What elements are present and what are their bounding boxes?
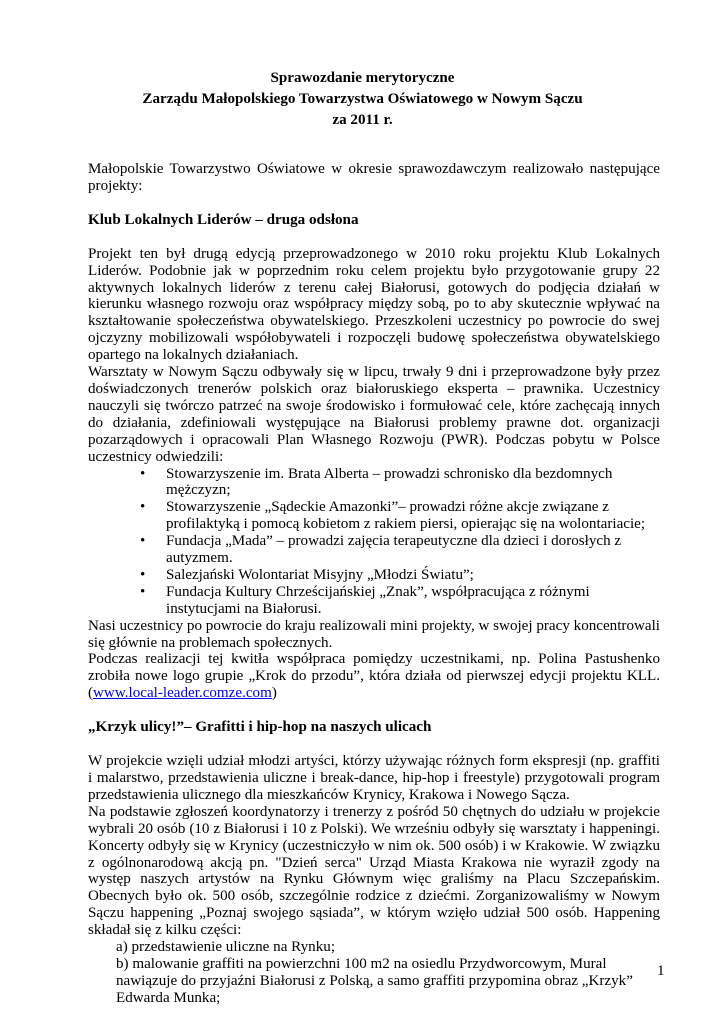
- section1-paragraph-3: Nasi uczestnicy po powrocie do kraju realizowali mini projekty, w swojej pracy koncentrowali się głównie na problemach społecznych.: [88, 617, 660, 651]
- bullet-icon: •: [140, 465, 146, 482]
- report-title-block: [0, 68, 725, 131]
- project-website-link[interactable]: www.local-leader.comze.com: [93, 685, 272, 702]
- section2-paragraph-1: W projekcie wzięli udział młodzi artyści, którzy używając różnych form ekspresji (np. graffiti i malarstwo, przedstawienia uliczne i break-dance, hip-hop i freestyle) przygotowali program przedstawienia ulicznego dla mieszkańców Krynicy, Krakowa i Nowego Sącza.: [88, 753, 660, 803]
- list-item-text: Salezjański Wolontariat Misyjny „Młodzi Światu”;: [166, 566, 474, 583]
- paragraph-end: ): [271, 685, 277, 702]
- bullet-icon: •: [140, 583, 146, 600]
- happening-part-b: b) malowanie graffiti na powierzchni 100 m2 na osiedlu Przydworcowym, Mural nawiązuje do przyjaźni Białorusi z Polską, a samo graffiti przypomina obraz „Krzyk” Edwarda Munka;: [116, 955, 633, 1006]
- page-number: 1: [657, 963, 665, 979]
- section1-paragraph-1: Projekt ten był drugą edycją przeprowadzonego w 2010 roku projektu Klub Lokalnych Liderów. Podobnie jak w poprzednim roku celem projektu było przygotowanie grupy 22 aktywnych lokalnych liderów z terenu całej Białorusi, gotowych do podjęcia działań w kierunku własnego rozwoju oraz współpracy między sobą, po to aby skutecznie wpływać na kształtowanie społeczeństwa obywatelskiego. Przeszkoleni uczestnicy po powrocie do swej ojczyzny mobilizowali współobywateli i rozpoczęli budowę społeczeństwa obywatelskiego opartego na lokalnych działaniach.: [88, 245, 660, 364]
- list-item-text: Stowarzyszenie im. Brata Alberta – prowadzi schronisko dla bezdomnych mężczyzn;: [166, 465, 613, 499]
- report-year: za 2011 r.: [332, 112, 393, 128]
- section1-paragraph-2: Warsztaty w Nowym Sączu odbywały się w lipcu, trwały 9 dni i przeprowadzone były przez doświadczonych trenerów polskich oraz białoruskiego eksperta – prawnika. Uczestnicy nauczyli się twórczo patrzeć na swoje środowisko i formułować cele, które zachęcają innych do działania, zdefiniowali występujące na Białorusi problemy prawne dot. organizacji pozarządowych i opracowali Plan Własnego Rozwoju (PWR). Podczas pobytu w Polsce uczestnicy odwiedzili:: [88, 364, 660, 465]
- list-item: [88, 499, 660, 533]
- list-item: [88, 533, 660, 567]
- intro-paragraph: Małopolskie Towarzystwo Oświatowe w okresie sprawozdawczym realizowało następujące projekty:: [88, 161, 660, 194]
- bullet-icon: •: [140, 499, 146, 516]
- list-item-text: Stowarzyszenie „Sądeckie Amazonki”– prowadzi różne akcje związane z profilaktyką i pomocą kobietom z rakiem piersi, opierając się na wolontariacie;: [166, 499, 646, 533]
- list-item: [88, 466, 660, 500]
- paragraph-text: Podczas realizacji tej kwitła współpraca pomiędzy uczestnikami, np. Polina Pastushenko zrobiła nowe logo grupie „Krok do przodu”, która działa od pierwszej edycji projektu KLL. (: [88, 651, 660, 702]
- section1-paragraph-4: [88, 651, 660, 702]
- list-item-text: Fundacja Kultury Chrześcijańskiej „Znak”, współpracująca z różnymi instytucjami na Białorusi.: [166, 583, 590, 617]
- list-item: [88, 567, 660, 584]
- document-body: [88, 161, 660, 1007]
- report-title: Sprawozdanie merytoryczne: [270, 70, 455, 86]
- list-item: [88, 584, 660, 618]
- section-heading-klub: Klub Lokalnych Liderów – druga odsłona: [88, 211, 359, 228]
- list-item-text: Fundacja „Mada” – prowadzi zajęcia terapeutyczne dla dzieci i dorosłych z autyzmem.: [166, 533, 622, 567]
- bullet-icon: •: [140, 533, 146, 550]
- section-heading-krzyk: „Krzyk ulicy!”– Grafitti i hip-hop na naszych ulicach: [88, 719, 432, 736]
- report-subtitle: Zarządu Małopolskiego Towarzystwa Oświatowego w Nowym Sączu: [142, 91, 583, 107]
- visited-organizations-list: [88, 466, 660, 618]
- bullet-icon: •: [140, 566, 146, 583]
- section2-paragraph-2: Na podstawie zgłoszeń koordynatorzy i trenerzy z pośród 50 chętnych do udziału w projekcie wybrali 20 osób (10 z Białorusi i 10 z Polski). We wrześniu odbyły się warsztaty i happeningi. Koncerty odbyły się w Krynicy (uczestniczyło w nim ok. 500 osób) i w Krakowie. W związku z ogólnonarodową akcją pn. "Dzień serca" Urząd Miasta Krakowa nie wyraził zgody na występ naszych artystów na Rynku Głównym więc graliśmy na Placu Szczepańskim. Obecnych było ok. 500 osób, szczególnie rodzice z dziećmi. Zorganizowaliśmy w Nowym Sączu happening „Poznaj swojego sąsiada”, w którym wzięło udział 500 osób. Happening składał się z kilku części:: [88, 803, 660, 939]
- happening-part-a: a) przedstawienie uliczne na Rynku;: [116, 939, 336, 956]
